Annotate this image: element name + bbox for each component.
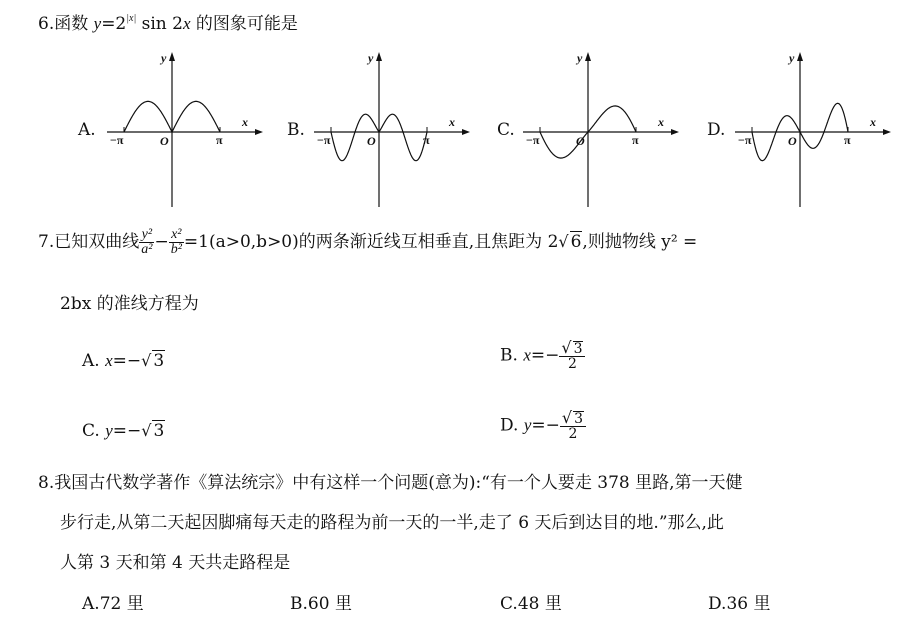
q7-option-b-sqrt: 3	[573, 341, 583, 357]
pi-label: π	[216, 133, 223, 147]
q7-option-d-lhs: y	[523, 415, 532, 435]
q7-option-b-den: 2	[567, 356, 577, 372]
y-axis-arrow-icon	[169, 52, 175, 61]
q7-stem-a: 已知双曲线	[54, 232, 140, 252]
x-axis-arrow-icon	[671, 129, 679, 135]
q8-option-c-value: 48 里	[517, 594, 562, 614]
q8-option-d-value: 36 里	[726, 594, 771, 614]
q7-option-b-lhs: x	[523, 345, 531, 365]
q8-option-c-label: C.	[500, 594, 518, 614]
q7-option-c-eq: =−	[112, 421, 142, 441]
q7-frac1-den: a²	[141, 242, 153, 257]
q6-func-x: x	[182, 14, 191, 33]
q8-option-a-value: 72 里	[99, 594, 144, 614]
q6-stem-b: 的图象可能是	[195, 14, 298, 34]
q7-option-a-eq: =−	[112, 351, 142, 371]
x-axis-arrow-icon	[462, 129, 470, 135]
q7-option-d-sqrt: 3	[574, 411, 584, 427]
q7-stem-b: ,则抛物线 y² =	[582, 232, 698, 252]
q7-option-d	[500, 408, 586, 442]
q7-option-a-radical-icon: √	[141, 351, 152, 370]
q7-frac2-num: x²	[169, 228, 184, 243]
q7-option-d-radical-icon: √	[561, 408, 573, 427]
y-axis-label: y	[368, 52, 374, 65]
y-axis-label: y	[161, 52, 167, 65]
x-axis-label: x	[870, 115, 876, 129]
origin-label: O	[788, 134, 797, 148]
q7-option-c	[82, 420, 165, 441]
q7-option-c-radical-icon: √	[141, 421, 152, 440]
q7-option-b	[500, 338, 585, 372]
q6-graph-b	[309, 52, 489, 212]
q7-option-c-label: C.	[82, 421, 100, 441]
q7-radical-icon: √	[558, 232, 569, 251]
q7-frac1	[139, 228, 154, 257]
y-axis-arrow-icon	[585, 52, 591, 61]
q6-func-eq: =2	[101, 14, 127, 34]
q8-option-b-label: B.	[290, 594, 308, 614]
q6-graph-d	[730, 52, 910, 212]
x-axis-label: x	[449, 115, 455, 129]
y-axis-label: y	[577, 52, 583, 65]
x-axis-label: x	[658, 115, 664, 129]
q8-option-b-value: 60 里	[307, 594, 352, 614]
q7-cond: =1(a>0,b>0)的两条渐近线互相垂直,且焦距为 2	[183, 232, 559, 252]
q6-stem-a: 函数	[54, 14, 89, 34]
neg-pi-label: −π	[110, 133, 124, 147]
q7-option-b-label: B.	[500, 345, 518, 366]
q7-option-a-label: A.	[82, 351, 100, 371]
q8-line2: 步行走,从第二天起因脚痛每天走的路程为前一天的一半,走了 6 天后到达目的地.”那么,此	[60, 513, 724, 533]
x-axis-arrow-icon	[255, 129, 263, 135]
pi-label: π	[632, 133, 639, 147]
neg-pi-label: −π	[526, 133, 540, 147]
x-axis-label: x	[242, 115, 248, 129]
q7-option-b-radical-icon: √	[561, 338, 572, 357]
q7-option-d-eq: =−	[531, 415, 560, 436]
q7-option-a	[82, 350, 165, 371]
q7-minus: −	[154, 232, 169, 252]
q7-option-a-lhs: x	[105, 351, 113, 370]
q8-option-c	[500, 594, 562, 614]
q8-option-d	[708, 594, 770, 614]
q7-number: 7.	[38, 232, 55, 252]
q6-func-exp: |x|	[126, 13, 137, 24]
q6-func-sin: sin 2	[141, 14, 183, 34]
q6-option-b-label: B.	[287, 120, 305, 140]
q6-func-y: y	[93, 14, 102, 33]
q6-option-c-label: C.	[497, 120, 515, 140]
y-axis-arrow-icon	[376, 52, 382, 61]
q7-option-b-eq: =−	[530, 345, 560, 366]
q6-graph-c	[518, 52, 698, 212]
origin-label: O	[576, 134, 585, 148]
q7-option-c-sqrt: 3	[153, 421, 165, 441]
q7-frac1-num: y²	[139, 228, 154, 243]
q8-line1: 8.我国古代数学著作《算法统宗》中有这样一个问题(意为):“有一个人要走 378 里路,第一天健	[38, 473, 743, 493]
pi-label: π	[844, 133, 851, 147]
q6-option-d-label: D.	[707, 120, 726, 140]
q7-option-d-frac	[560, 408, 586, 442]
q7-option-a-sqrt: 3	[153, 351, 165, 371]
q7-option-d-label: D.	[500, 415, 519, 436]
x-axis-arrow-icon	[883, 129, 891, 135]
q6-number: 6.	[38, 14, 55, 34]
y-axis-label: y	[789, 52, 795, 65]
origin-label: O	[367, 134, 376, 148]
q6-stem	[38, 9, 298, 34]
q8-option-b	[290, 594, 352, 614]
pi-label: π	[423, 133, 430, 147]
q7-stem-line1	[38, 228, 697, 257]
neg-pi-label: −π	[317, 133, 331, 147]
q8-line3: 人第 3 天和第 4 天共走路程是	[60, 553, 291, 573]
q7-option-b-frac	[559, 338, 585, 372]
q8-option-a-label: A.	[82, 594, 100, 614]
q7-sqrt-val: 6	[570, 232, 582, 252]
q7-stem-line2: 2bx 的准线方程为	[60, 294, 199, 314]
q8-option-a	[82, 594, 144, 614]
q7-option-d-den: 2	[568, 426, 578, 442]
y-axis-arrow-icon	[797, 52, 803, 61]
q6-graph-a	[102, 52, 282, 212]
q7-frac2-den: b²	[170, 242, 182, 257]
origin-label: O	[160, 134, 169, 148]
q7-frac2	[169, 228, 184, 257]
neg-pi-label: −π	[738, 133, 752, 147]
q6-option-a-label: A.	[78, 120, 96, 140]
q8-option-d-label: D.	[708, 594, 727, 614]
q7-option-c-lhs: y	[105, 421, 113, 440]
